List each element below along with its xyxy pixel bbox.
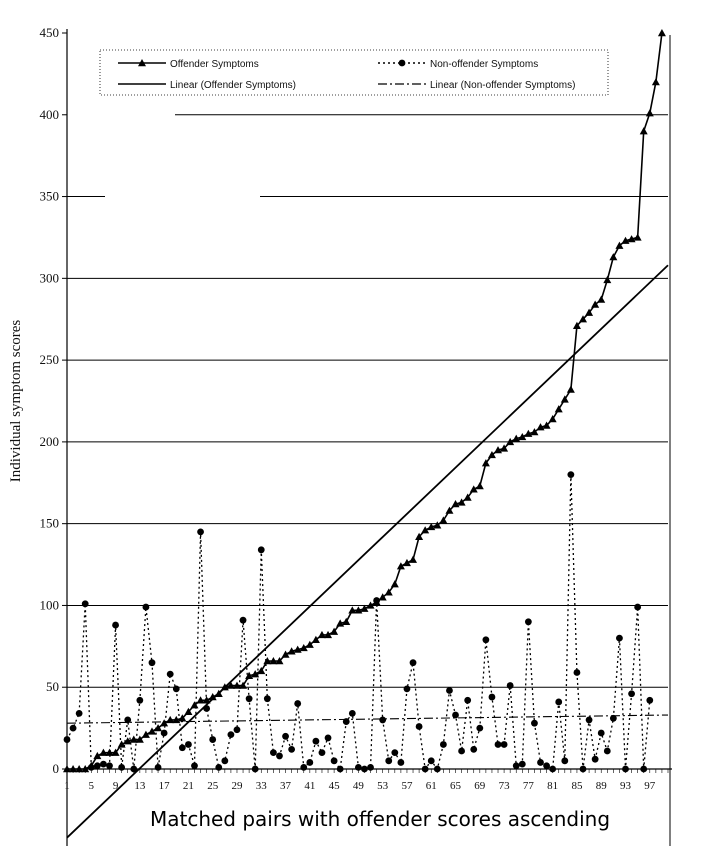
offender-point — [439, 516, 447, 523]
non-offender-point — [258, 546, 265, 553]
non-offender-point — [155, 764, 162, 771]
non-offender-point — [574, 669, 581, 676]
series — [63, 29, 666, 772]
non-offender-point — [452, 712, 459, 719]
x-tick-label: 37 — [280, 780, 292, 792]
x-tick-label: 73 — [498, 780, 510, 792]
x-tick-label: 53 — [377, 780, 389, 792]
non-offender-point — [586, 717, 593, 724]
x-tick-label: 29 — [231, 780, 243, 792]
non-offender-point — [294, 700, 301, 707]
offender-point — [658, 29, 666, 36]
x-tick-label: 81 — [547, 780, 559, 792]
non-offender-point — [610, 715, 617, 722]
y-tick-label: 250 — [39, 352, 59, 368]
non-offender-point — [337, 766, 344, 773]
non-offender-point — [513, 762, 520, 769]
non-offender-point — [549, 766, 556, 773]
legend-label: Non-offender Symptoms — [430, 59, 539, 70]
non-offender-point — [191, 762, 198, 769]
offender-point — [634, 233, 642, 240]
offender-point — [640, 127, 648, 134]
y-tick-label: 300 — [39, 270, 59, 286]
non-offender-point — [240, 617, 247, 624]
y-tick-label: 50 — [46, 679, 59, 695]
non-offender-point — [495, 741, 502, 748]
offender-point — [549, 415, 557, 422]
non-offender-point — [634, 604, 641, 611]
non-offender-point — [306, 759, 313, 766]
x-tick-label: 61 — [425, 780, 437, 792]
legend-label: Offender Symptoms — [170, 59, 259, 70]
non-offender-point — [282, 733, 289, 740]
non-offender-point — [246, 695, 253, 702]
non-offender-point — [270, 749, 277, 756]
x-tick-label: 49 — [352, 780, 364, 792]
non-offender-point — [288, 746, 295, 753]
non-offender-point — [434, 766, 441, 773]
x-tick-label: 69 — [474, 780, 486, 792]
non-offender-point — [70, 725, 77, 732]
non-offender-point — [300, 764, 307, 771]
series-offender-line — [67, 33, 662, 769]
x-axis-label: Matched pairs with offender scores ascending — [149, 807, 611, 831]
x-tick-label: 17 — [158, 780, 170, 792]
x-tick-label: 57 — [401, 780, 413, 792]
non-offender-point — [470, 746, 477, 753]
non-offender-point — [106, 762, 113, 769]
non-offender-point — [476, 725, 483, 732]
non-offender-point — [161, 730, 168, 737]
y-tick-label: 0 — [52, 761, 59, 776]
y-tick-label: 350 — [39, 188, 59, 204]
legend-label: Linear (Non-offender Symptoms) — [430, 80, 576, 91]
offender-point — [561, 395, 569, 402]
x-tick-label: 1 — [64, 780, 70, 792]
y-tick-label: 200 — [39, 433, 59, 449]
non-offender-point — [428, 757, 435, 764]
non-offender-point — [185, 741, 192, 748]
non-offender-point — [440, 741, 447, 748]
non-offender-point — [404, 685, 411, 692]
offender-point — [342, 618, 350, 625]
non-offender-point — [361, 766, 368, 773]
offender-point — [603, 276, 611, 283]
gridlines — [67, 115, 668, 687]
legend-swatch-marker — [399, 60, 406, 67]
non-offender-point — [64, 736, 71, 743]
non-offender-point — [130, 766, 137, 773]
x-tick-label: 85 — [571, 780, 583, 792]
non-offender-point — [136, 697, 143, 704]
non-offender-point — [489, 694, 496, 701]
non-offender-point — [385, 757, 392, 764]
y-tick-label: 400 — [39, 106, 59, 122]
offender-point — [391, 580, 399, 587]
non-offender-point — [616, 635, 623, 642]
non-offender-point — [416, 723, 423, 730]
non-offender-point — [525, 618, 532, 625]
non-offender-point — [94, 762, 101, 769]
non-offender-point — [561, 757, 568, 764]
non-offender-point — [519, 761, 526, 768]
offender-point — [646, 109, 654, 116]
non-offender-point — [252, 766, 259, 773]
non-offender-point — [422, 766, 429, 773]
non-offender-point — [604, 748, 611, 755]
non-offender-point — [203, 705, 210, 712]
non-offender-point — [367, 764, 374, 771]
non-offender-point — [209, 736, 216, 743]
y-tick-label: 100 — [39, 597, 59, 613]
non-offender-point — [410, 659, 417, 666]
trendlines — [67, 265, 668, 837]
non-offender-point — [446, 687, 453, 694]
non-offender-point — [464, 697, 471, 704]
non-offender-point — [276, 753, 283, 760]
non-offender-point — [531, 720, 538, 727]
offender-point — [652, 78, 660, 85]
x-tick-label: 33 — [255, 780, 267, 792]
non-offender-point — [167, 671, 174, 678]
non-offender-point — [264, 695, 271, 702]
non-offender-point — [501, 741, 508, 748]
trendline-offender — [67, 265, 668, 837]
offender-point — [476, 482, 484, 489]
non-offender-point — [312, 738, 319, 745]
x-axis-ticks — [64, 769, 668, 792]
non-offender-point — [640, 766, 647, 773]
x-tick-label: 45 — [328, 780, 340, 792]
x-tick-label: 9 — [112, 780, 119, 792]
non-offender-point — [482, 636, 489, 643]
non-offender-point — [343, 718, 350, 725]
x-tick-label: 97 — [644, 780, 656, 792]
x-tick-label: 13 — [134, 780, 146, 792]
non-offender-point — [234, 726, 241, 733]
non-offender-point — [391, 749, 398, 756]
non-offender-point — [221, 757, 228, 764]
x-tick-label: 25 — [207, 780, 219, 792]
series-non-offender-line — [67, 475, 650, 769]
non-offender-point — [592, 756, 599, 763]
legend — [100, 50, 608, 95]
offender-point — [597, 296, 605, 303]
non-offender-point — [100, 761, 107, 768]
non-offender-point — [598, 730, 605, 737]
y-axis-label: Individual symptom scores — [8, 319, 24, 483]
non-offender-point — [543, 762, 550, 769]
non-offender-point — [215, 764, 222, 771]
non-offender-point — [112, 622, 119, 629]
trendline-non-offender — [67, 715, 668, 723]
non-offender-point — [173, 685, 180, 692]
non-offender-point — [628, 690, 635, 697]
non-offender-point — [646, 697, 653, 704]
non-offender-point — [537, 759, 544, 766]
non-offender-point — [458, 748, 465, 755]
non-offender-point — [143, 604, 150, 611]
x-tick-label: 93 — [620, 780, 632, 792]
non-offender-point — [379, 717, 386, 724]
non-offender-point — [331, 757, 338, 764]
non-offender-point — [118, 764, 125, 771]
non-offender-point — [355, 764, 362, 771]
offender-point — [609, 253, 617, 260]
non-offender-point — [179, 744, 186, 751]
non-offender-point — [124, 717, 131, 724]
non-offender-point — [228, 731, 235, 738]
non-offender-point — [82, 600, 89, 607]
y-tick-label: 150 — [39, 515, 59, 531]
offender-point — [567, 386, 575, 393]
non-offender-point — [325, 735, 332, 742]
x-tick-label: 5 — [88, 780, 95, 792]
offender-point — [555, 405, 563, 412]
non-offender-point — [580, 766, 587, 773]
non-offender-point — [397, 759, 404, 766]
x-tick-label: 41 — [304, 780, 316, 792]
offender-point — [409, 556, 417, 563]
x-tick-label: 89 — [595, 780, 607, 792]
non-offender-point — [349, 710, 356, 717]
non-offender-point — [197, 528, 204, 535]
non-offender-point — [76, 710, 83, 717]
non-offender-point — [149, 659, 156, 666]
x-tick-label: 21 — [182, 780, 194, 792]
y-tick-label: 450 — [39, 25, 59, 40]
y-axis-ticks — [40, 25, 68, 776]
non-offender-point — [319, 749, 326, 756]
non-offender-point — [555, 699, 562, 706]
non-offender-point — [622, 766, 629, 773]
x-tick-label: 65 — [450, 780, 462, 792]
x-tick-label: 77 — [522, 780, 534, 792]
non-offender-point — [507, 682, 514, 689]
non-offender-point — [567, 471, 574, 478]
legend-label: Linear (Offender Symptoms) — [170, 80, 296, 91]
